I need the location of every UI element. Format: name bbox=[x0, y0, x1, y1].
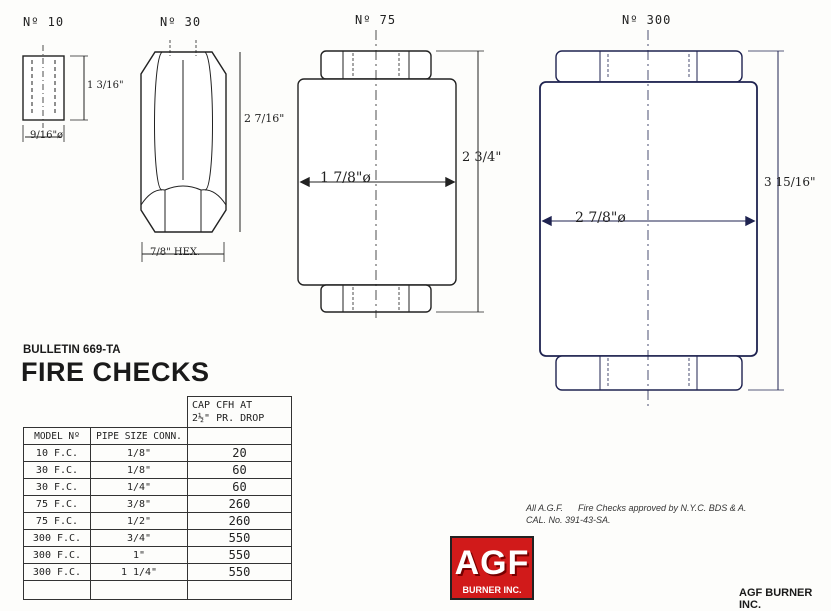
company-name: AGF BURNER INC. bbox=[739, 587, 813, 611]
model-30-drawing bbox=[141, 40, 240, 262]
model-75-diameter-dim: 1 7/8"ø bbox=[320, 170, 371, 186]
table-cell bbox=[91, 581, 188, 600]
table-cell-model: 30 F.C. bbox=[24, 479, 91, 496]
page-title: FIRE CHECKS bbox=[21, 357, 210, 387]
capacity-table bbox=[23, 396, 292, 600]
table-cell-pipe: 1/8" bbox=[91, 445, 188, 462]
table-row bbox=[24, 547, 292, 564]
model-column-header: MODEL Nº bbox=[24, 428, 91, 445]
bulletin-number: BULLETIN 669-TA bbox=[23, 344, 121, 356]
model-30-label: Nº 30 bbox=[160, 15, 202, 29]
table-cell-cap: 550 bbox=[188, 547, 292, 564]
table-cell-model: 75 F.C. bbox=[24, 513, 91, 530]
table-cell bbox=[188, 581, 292, 600]
capacity-header bbox=[188, 397, 292, 428]
table-row bbox=[24, 564, 292, 581]
table-row bbox=[24, 513, 292, 530]
table-row bbox=[24, 462, 292, 479]
table-row bbox=[24, 445, 292, 462]
model-300-diameter-dim: 2 7/8"ø bbox=[575, 210, 626, 226]
table-cell-pipe: 3/4" bbox=[91, 530, 188, 547]
pipe-column-header: PIPE SIZE CONN. bbox=[91, 428, 188, 445]
table-cell-pipe: 1 1/4" bbox=[91, 564, 188, 581]
logo-subtext: BURNER INC. bbox=[462, 585, 522, 595]
approval-note-line2: CAL. No. 391-43-SA. bbox=[526, 515, 611, 525]
model-30-height-dim: 2 7/16" bbox=[244, 112, 285, 125]
table-row bbox=[24, 479, 292, 496]
approval-note-line1: All A.G.F. Fire Checks approved by N.Y.C. BDS & A. bbox=[526, 503, 747, 513]
table-cell-pipe: 1/8" bbox=[91, 462, 188, 479]
capacity-header-line2: 2½" PR. DROP bbox=[192, 413, 265, 424]
model-300-height-dim: 3 15/16" bbox=[764, 175, 816, 189]
table-corner bbox=[24, 397, 188, 428]
table-cell-model: 10 F.C. bbox=[24, 445, 91, 462]
model-30-hex-dim: 7/8" HEX. bbox=[150, 247, 201, 258]
model-10-drawing bbox=[23, 45, 88, 142]
table-cell-cap: 20 bbox=[188, 445, 292, 462]
table-cell-model: 300 F.C. bbox=[24, 530, 91, 547]
table-cell-model: 300 F.C. bbox=[24, 564, 91, 581]
table-row bbox=[24, 530, 292, 547]
model-10-diameter-dim: 9/16"ø bbox=[30, 130, 64, 141]
table-cell-cap: 550 bbox=[188, 564, 292, 581]
table-cell-cap: 60 bbox=[188, 479, 292, 496]
model-300-label: Nº 300 bbox=[622, 13, 672, 27]
table-cell-cap: 550 bbox=[188, 530, 292, 547]
table-row-blank bbox=[24, 581, 292, 600]
table-cell-cap: 260 bbox=[188, 496, 292, 513]
agf-logo bbox=[450, 536, 534, 600]
table-cell-cap: 260 bbox=[188, 513, 292, 530]
table-cell-pipe: 1/2" bbox=[91, 513, 188, 530]
table-cell-cap: 60 bbox=[188, 462, 292, 479]
table-cell-model: 300 F.C. bbox=[24, 547, 91, 564]
table-cell-model: 30 F.C. bbox=[24, 462, 91, 479]
table-cell-pipe: 3/8" bbox=[91, 496, 188, 513]
capacity-column-subheader bbox=[188, 428, 292, 445]
model-75-label: Nº 75 bbox=[355, 13, 397, 27]
table-cell-pipe: 1" bbox=[91, 547, 188, 564]
model-75-height-dim: 2 3/4" bbox=[462, 150, 502, 165]
table-cell-model: 75 F.C. bbox=[24, 496, 91, 513]
capacity-header-line1: CAP CFH AT bbox=[192, 400, 253, 411]
model-10-label: Nº 10 bbox=[23, 15, 65, 29]
table-cell-pipe: 1/4" bbox=[91, 479, 188, 496]
logo-text: AGF bbox=[454, 544, 530, 582]
approval-note bbox=[526, 502, 746, 526]
table-cell bbox=[24, 581, 91, 600]
model-10-height-dim: 1 3/16" bbox=[87, 80, 124, 91]
table-row bbox=[24, 496, 292, 513]
